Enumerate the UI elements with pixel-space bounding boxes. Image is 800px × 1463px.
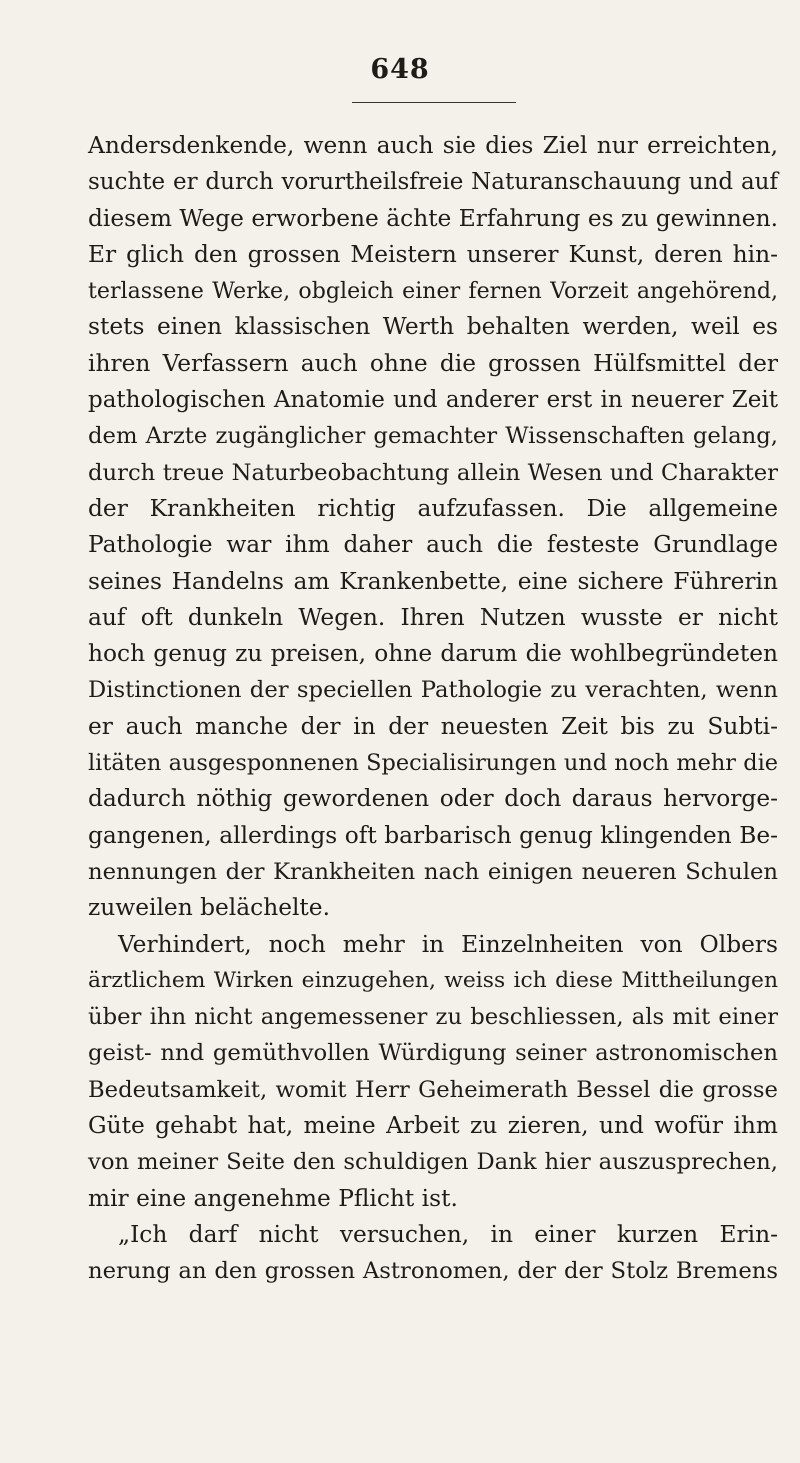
text-line: der Krankheiten richtig aufzufassen. Die allgemeine (88, 494, 778, 522)
text-line: er auch manche der in der neuesten Zeit bis zu Subti- (88, 712, 778, 740)
text-line: zuweilen belächelte. (88, 894, 330, 922)
text-line: Er glich den grossen Meistern unserer Kunst, deren hin- (88, 240, 778, 268)
text-line: terlassene Werke, obgleich einer fernen Vorzeit angehörend, (88, 278, 778, 305)
text-line: Andersdenkende, wenn auch sie dies Ziel nur erreichten, (88, 132, 778, 159)
text-line: nennungen der Krankheiten nach einigen neueren Schulen (88, 858, 778, 885)
text-line: ärztlichem Wirken einzugehen, weiss ich diese Mittheilungen (88, 967, 778, 993)
page-number: 648 (370, 54, 430, 85)
text-line: nerung an den grossen Astronomen, der der Stolz Bremens (88, 1258, 778, 1285)
text-line: litäten ausgesponnenen Specialisirungen und noch mehr die (88, 750, 778, 777)
text-line: Verhindert, noch mehr in Einzelnheiten von Olbers (118, 930, 778, 958)
text-line: seines Handelns am Krankenbette, eine sichere Führerin (88, 567, 778, 595)
text-line: pathologischen Anatomie und anderer erst in neuerer Zeit (88, 387, 778, 414)
body-text (88, 128, 778, 1290)
text-line: suchte er durch vorurtheilsfreie Naturanschauung und auf (88, 169, 778, 196)
text-line: Güte gehabt hat, meine Arbeit zu zieren, und wofür ihm (88, 1112, 778, 1140)
text-line: diesem Wege erworbene ächte Erfahrung es zu gewinnen. (88, 204, 778, 232)
text-line: auf oft dunkeln Wegen. Ihren Nutzen wusste er nicht (88, 603, 778, 631)
text-line: gangenen, allerdings oft barbarisch genug klingenden Be- (88, 821, 778, 849)
text-line: über ihn nicht angemessener zu beschliessen, als mit einer (88, 1004, 778, 1031)
text-line: von meiner Seite den schuldigen Dank hier auszusprechen, (88, 1149, 778, 1176)
text-line: dem Arzte zugänglicher gemachter Wissenschaften gelang, (88, 423, 778, 450)
text-line: mir eine angenehme Pflicht ist. (88, 1184, 458, 1212)
header-rule (352, 102, 516, 103)
text-line: hoch genug zu preisen, ohne darum die wohlbegründeten (88, 640, 778, 668)
text-line: durch treue Naturbeobachtung allein Wesen und Charakter (88, 459, 778, 486)
text-line: stets einen klassischen Werth behalten werden, weil es (88, 313, 778, 341)
text-line: „Ich darf nicht versuchen, in einer kurzen Erin- (118, 1220, 778, 1248)
text-line: ihren Verfassern auch ohne die grossen Hülfsmittel der (88, 349, 778, 377)
text-line: dadurch nöthig gewordenen oder doch daraus hervorge- (88, 785, 778, 813)
text-line: Distinctionen der speciellen Pathologie zu verachten, wenn (88, 677, 778, 704)
text-line: Bedeutsamkeit, womit Herr Geheimerath Bessel die grosse (88, 1076, 778, 1103)
text-line: Pathologie war ihm daher auch die festeste Grundlage (88, 531, 778, 559)
text-line: geist- nnd gemüthvollen Würdigung seiner astronomischen (88, 1040, 778, 1067)
